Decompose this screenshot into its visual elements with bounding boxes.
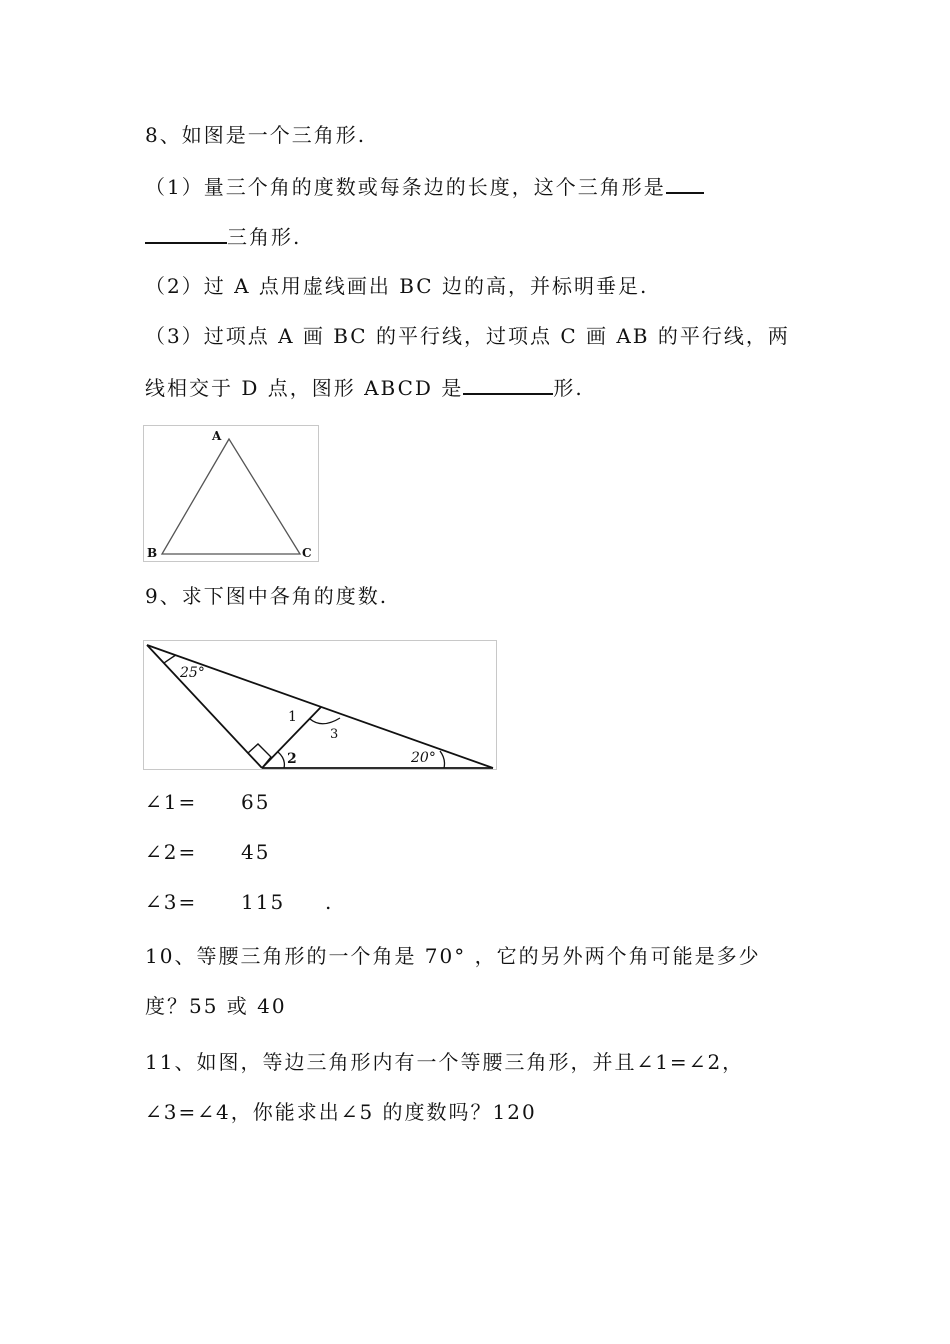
q11-line2: ∠3=∠4，你能求出∠5 的度数吗？120 <box>145 1100 537 1124</box>
q8-part1-text-end: 三角形. <box>227 225 302 249</box>
q8-part3-line2 <box>145 373 584 402</box>
left-edge <box>147 645 262 768</box>
answer-label: ∠3= <box>145 890 198 914</box>
angle-arc-20 <box>440 751 445 768</box>
q9-answer-2 <box>145 838 197 866</box>
q8-part3-text: 线相交于 D 点，图形 ABCD 是 <box>145 376 464 400</box>
q9-answer-3 <box>145 888 197 916</box>
answer-blank <box>463 373 553 395</box>
q8-part3-line1: （3）过项点 A 画 BC 的平行线，过项点 C 画 AB 的平行线，两 <box>145 324 790 348</box>
triangle-abc <box>162 439 300 554</box>
q9-answer-3-value: 115 <box>241 890 286 914</box>
q9-title: 9、求下图中各角的度数. <box>145 584 389 608</box>
angle-label-1: 1 <box>288 709 297 725</box>
vertex-label-b: B <box>147 546 158 560</box>
vertex-label-c: C <box>302 546 312 560</box>
answer-blank <box>145 222 227 244</box>
q8-part3-text-end: 形. <box>553 376 584 400</box>
angle-arc-2 <box>278 752 284 768</box>
q9-answer-1-value: 65 <box>241 790 271 814</box>
angle-label-2: 2 <box>287 751 297 767</box>
triangle-abc-figure <box>143 425 319 562</box>
q9-answer-1 <box>145 788 197 816</box>
vertex-label-a: A <box>212 429 222 443</box>
angle-label-3: 3 <box>330 727 339 742</box>
answer-label: ∠1= <box>145 790 198 814</box>
q8-part1-text: （1）量三个角的度数或每条边的长度，这个三角形是 <box>145 175 666 199</box>
q8-part2: （2）过 A 点用虚线画出 BC 边的高，并标明垂足. <box>145 274 649 298</box>
answer-label: ∠2= <box>145 840 198 864</box>
angle-label-20: 20° <box>411 750 436 766</box>
q8-part1-line2 <box>145 222 301 251</box>
q8-title: 8、如图是一个三角形. <box>145 123 367 147</box>
q10-line2: 度？55 或 40 <box>145 994 287 1018</box>
answer-blank <box>666 172 704 194</box>
q8-part1-line1 <box>145 172 704 201</box>
angle-arc-25 <box>164 655 176 663</box>
angle-label-25: 25° <box>180 665 205 681</box>
angle-figure <box>143 640 497 770</box>
q11-line1: 11、如图，等边三角形内有一个等腰三角形，并且∠1=∠2， <box>145 1050 745 1074</box>
angle-arc-3 <box>310 718 340 724</box>
q9-answer-3-suffix: . <box>325 890 334 914</box>
q10-line1: 10、等腰三角形的一个角是 70° ，它的另外两个角可能是多少 <box>145 944 761 968</box>
q9-answer-2-value: 45 <box>241 840 271 864</box>
hypotenuse-edge <box>147 645 493 768</box>
